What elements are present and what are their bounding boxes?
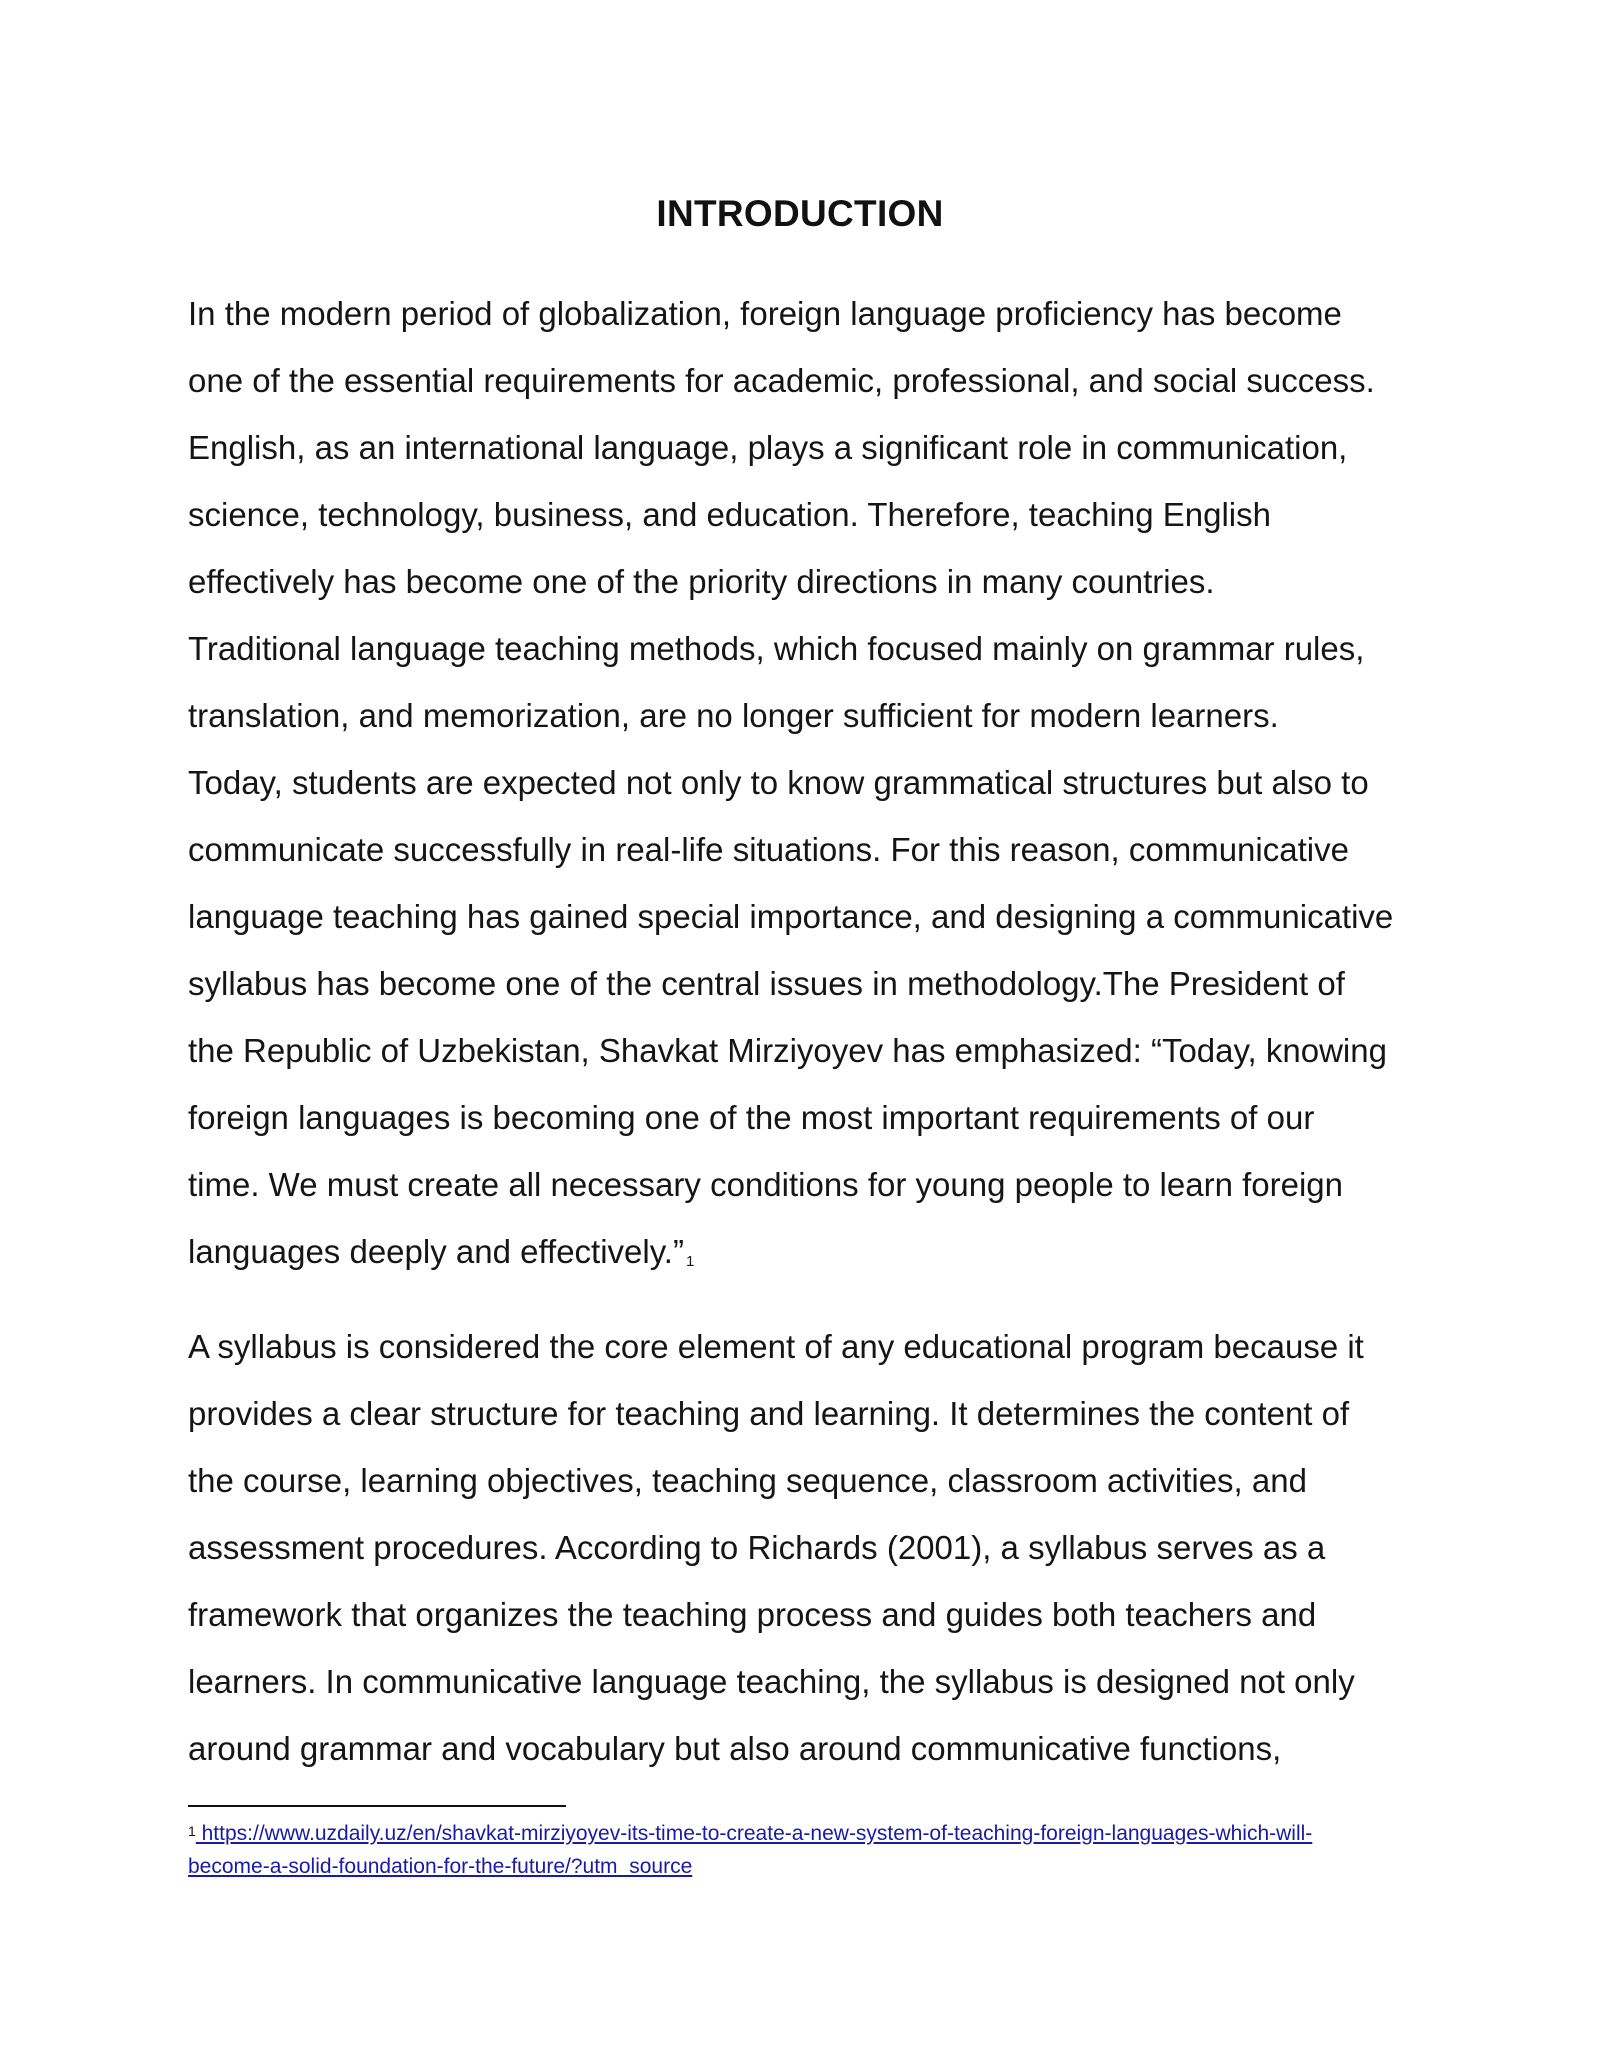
paragraph-line: communicate successfully in real-life situations. For this reason, communicative xyxy=(188,831,1349,868)
paragraph-line: framework that organizes the teaching process and guides both teachers and xyxy=(188,1596,1317,1633)
footnote xyxy=(188,1817,1448,1883)
paragraph-line: translation, and memorization, are no longer sufficient for modern learners. xyxy=(188,697,1279,734)
paragraph-line: Traditional language teaching methods, which focused mainly on grammar rules, xyxy=(188,630,1365,667)
footnote-link[interactable]: https://www.uzdaily.uz/en/shavkat-mirziyoyev-its-time-to-create-a-new-system-of-teaching-foreign-languages-which-will- xyxy=(195,1822,1313,1845)
paragraph-line: time. We must create all necessary conditions for young people to learn foreign xyxy=(188,1166,1343,1203)
paragraph-2 xyxy=(188,1313,1448,1782)
paragraph-line-text: languages deeply and effectively.” xyxy=(188,1233,684,1270)
paragraph-line: effectively has become one of the priority directions in many countries. xyxy=(188,563,1215,600)
paragraph-line: one of the essential requirements for academic, professional, and social success. xyxy=(188,362,1375,399)
paragraph-line: around grammar and vocabulary but also around communicative functions, xyxy=(188,1730,1282,1767)
paragraph-line: language teaching has gained special importance, and designing a communicative xyxy=(188,898,1394,935)
paragraph-line: the Republic of Uzbekistan, Shavkat Mirziyoyev has emphasized: “Today, knowing xyxy=(188,1032,1387,1069)
footnote-link-continued[interactable]: become-a-solid-foundation-for-the-future/?utm_source xyxy=(188,1855,693,1878)
paragraph-line: English, as an international language, plays a significant role in communication, xyxy=(188,429,1348,466)
footnote-line xyxy=(188,1850,1448,1883)
paragraph-line: learners. In communicative language teaching, the syllabus is designed not only xyxy=(188,1663,1355,1700)
paragraph-line: A syllabus is considered the core element of any educational program because it xyxy=(188,1328,1364,1365)
paragraph-line: In the modern period of globalization, foreign language proficiency has become xyxy=(188,295,1342,332)
footnote-reference[interactable]: 1 xyxy=(685,1253,695,1270)
paragraph-line: foreign languages is becoming one of the most important requirements of our xyxy=(188,1099,1315,1136)
paragraph-line: science, technology, business, and education. Therefore, teaching English xyxy=(188,496,1271,533)
paragraph-line: Today, students are expected not only to know grammatical structures but also to xyxy=(188,764,1369,801)
paragraph-1 xyxy=(188,280,1448,1285)
paragraph-line: assessment procedures. According to Richards (2001), a syllabus serves as a xyxy=(188,1529,1326,1566)
page-title: INTRODUCTION xyxy=(656,193,944,234)
footnote-separator xyxy=(188,1805,566,1807)
paragraph-line: the course, learning objectives, teaching sequence, classroom activities, and xyxy=(188,1462,1307,1499)
footnote-line xyxy=(188,1817,1448,1850)
paragraph-line: syllabus has become one of the central issues in methodology.The President of xyxy=(188,965,1345,1002)
paragraph-last-line xyxy=(188,1218,1448,1285)
paragraph-line: provides a clear structure for teaching and learning. It determines the content of xyxy=(188,1395,1350,1432)
footnote-number: 1 xyxy=(188,1823,196,1839)
